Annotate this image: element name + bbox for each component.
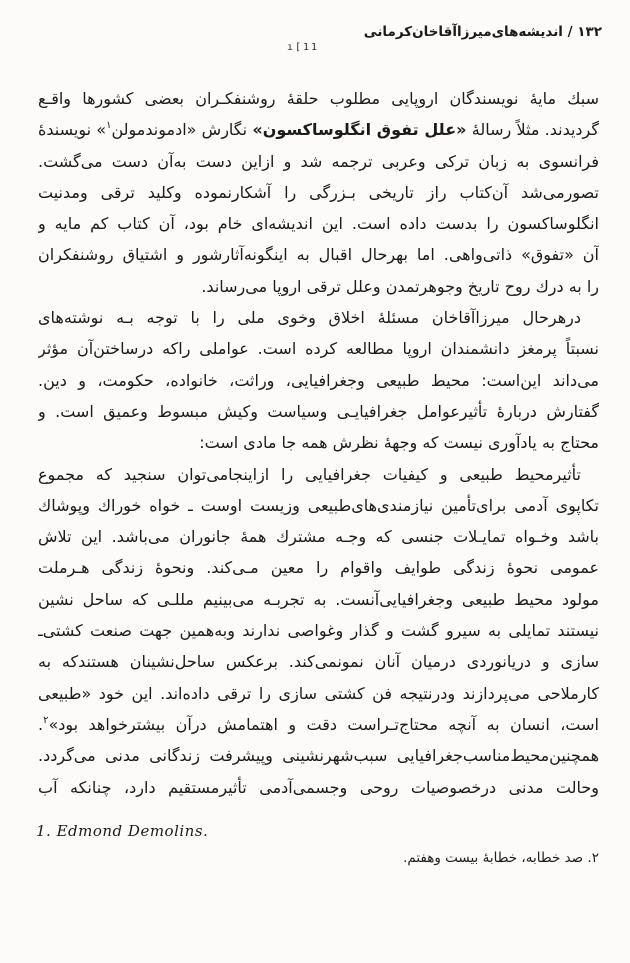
text-segment: » نویسندۀ: [38, 120, 107, 140]
text-line: [38, 396, 599, 427]
text-segment: انگلوساکسون را بدست داده است. این اندیشه‌ای خام بود، آن کتاب کم مایه و: [38, 214, 599, 234]
text-segment: سبك مایۀ نویسندگان اروپایی مطلوب حلقۀ روشنفکـران بعضی کشورها واقـع: [38, 89, 599, 108]
text-line: [38, 146, 599, 177]
text-segment: وحالت مدنی درخصوصیات روحی وجسمی‌آدمی تأثیرمستقیم دارد، چنانکه آب: [38, 777, 599, 797]
text-segment: گفتارش دربارۀ تأثیرعوامل جغرافیایـی وسیاست وکیش مبسوط وعمیق است. و: [38, 401, 599, 421]
text-segment: سازی و دریانوردی درمیان آنان نمونمی‌کند. برعکس ساحل‌نشینان هستندکه به: [38, 652, 599, 672]
text-segment: تصورمی‌شد آن‌کتاب راز تاریخی بـزرگی را آشکارنموده وکلید ترقی ومدنیت: [38, 182, 599, 202]
footnote-latin: 1. Edmond Demolins.: [36, 822, 209, 840]
text-line: [38, 208, 599, 239]
footnote-marker: ۲: [43, 714, 49, 726]
text-segment: باشد وخـواه تمایـلات جنسی که وجـه مشترك همۀ جانوران می‌باشد. این تلاش: [38, 527, 599, 547]
text-segment: را به درك روح تاریخ وجوهرتمدن وعلل ترقی اروپا می‌رساند.: [201, 276, 599, 296]
text-line: [38, 772, 599, 803]
text-line: [38, 239, 599, 270]
text-segment: تکاپوی آدمی برای‌تأمین نیازمندی‌های‌طبیعی وزیست اوست ـ خواه خوراك وپوشاك: [38, 495, 599, 515]
text-segment: می‌داند این‌است: محیط طبیعی وجغرافیایی، وراثت، خانواده، حکومت، و دین.: [38, 370, 599, 390]
text-line: [38, 646, 599, 677]
body-text: [38, 83, 599, 803]
text-segment: آن «تفوق» ذاتی‌واهی. اما بهرحال اقبال به اینگونه‌آثارشور و اشتیاق روشنفکران: [38, 245, 599, 265]
text-segment: گردیدند. مثلاً رسالۀ: [466, 120, 599, 140]
text-segment: .: [38, 714, 44, 734]
text-segment: تأثیرمحیط طبیعی و کیفیات جغرافیایی را ازاینجامی‌توان سنجید که مجموع: [38, 464, 581, 484]
text-segment: محتاج به یادآوری نیست که وجهۀ نظرش همه جا مادی است:: [199, 433, 599, 453]
text-segment: است، انسان به آنچه محتاج‌تـراست دقت و اهتمامش درآن بیشترخواهد بود»: [48, 714, 599, 734]
text-segment: نسبتاً پرمغز دانشمندان اروپا مطالعه کرده است. عواملی راکه درساختن‌آن مؤثر: [38, 339, 599, 359]
text-line: [38, 333, 599, 364]
text-segment: مولود محیط طبیعی وجغرافیایی‌آنست. به تجربـه می‌بینیم مللـی که ساحل نشین: [38, 589, 599, 609]
text-line: [38, 678, 599, 709]
text-line: [38, 459, 599, 490]
footnote-persian: ۲. صد خطابه، خطابۀ بیست وهفتم.: [403, 850, 599, 866]
text-line: [38, 521, 599, 552]
text-segment: نگارش «ادموندمولن: [111, 120, 253, 140]
text-line: [38, 615, 599, 646]
footnote-marker: ۱: [106, 120, 112, 132]
text-line: [38, 552, 599, 583]
text-line: [38, 271, 599, 302]
text-line: [38, 83, 599, 114]
text-line: [38, 114, 599, 145]
text-segment: همچنین‌محیط‌مناسب‌جغرافیایی سبب‌شهرنشینی وپیشرفت زندگانی مدنی می‌گردد.: [38, 746, 599, 766]
text-line: [38, 427, 599, 458]
text-line: [38, 177, 599, 208]
text-segment: کارملاحی می‌پردازند ودرنتیجه فن کشتی سازی را ترقی داده‌اند. این خود «طبیعی: [38, 683, 599, 703]
text-line: [38, 302, 599, 333]
text-line: [38, 490, 599, 521]
text-segment: درهرحال میرزاآقاخان مسئلۀ اخلاق وخوی ملی را با توجه بـه نوشته‌های: [38, 308, 581, 328]
scan-artifact: ı[11: [287, 42, 320, 53]
text-line: [38, 365, 599, 396]
text-segment: «علل تفوق انگلوساکسون»: [252, 120, 467, 140]
text-segment: عمومی نحوۀ زندگی طوایف واقوام را معین مـی‌کند. ونحوۀ زندگی هـرملت: [38, 558, 599, 578]
running-header: ۱۳۲ / اندیشه‌های‌میرزاآقاخان‌کرمانی: [363, 24, 602, 40]
text-line: [38, 709, 599, 740]
text-line: [38, 740, 599, 771]
text-segment: نیستند تمایلی به سیرو گشت و گذار وغواصی ندارند وبه‌همین جهت صنعت کشتی‌ـ: [38, 621, 599, 641]
text-segment: فرانسوی به زبان ترکی وعربی ترجمه شد و ازاین دست به‌آن دست می‌گشت.: [38, 151, 599, 171]
text-line: [38, 584, 599, 615]
